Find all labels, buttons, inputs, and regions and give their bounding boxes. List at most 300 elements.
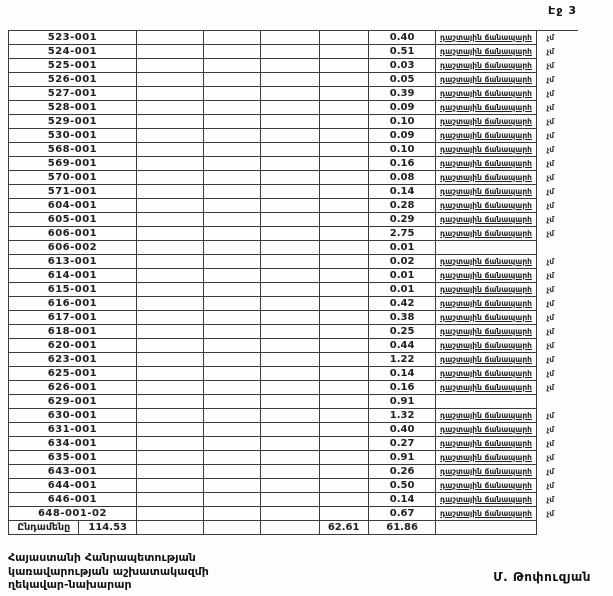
area-value-cell: 0.91 [369,395,437,409]
empty-cell [320,493,369,507]
margin-note: չմ [546,229,555,238]
empty-cell [320,31,369,45]
area-value-cell: 0.01 [369,269,437,283]
table-row [9,143,578,157]
empty-cell [137,381,204,395]
empty-cell [261,297,319,311]
empty-cell [204,171,262,185]
empty-cell [320,227,369,241]
empty-cell [261,241,319,255]
empty-cell [261,157,319,171]
empty-cell [204,367,262,381]
parcel-code-cell: 618-001 [9,325,137,339]
empty-cell [261,311,319,325]
empty-cell [137,241,204,255]
table-row [9,227,578,241]
margin-note: չմ [546,47,555,56]
empty-cell [261,185,319,199]
area-value-cell: 0.14 [369,493,437,507]
empty-cell [137,465,204,479]
empty-cell [204,241,262,255]
empty-cell [261,353,319,367]
empty-cell [204,115,262,129]
empty-cell [137,353,204,367]
margin-note: չմ [546,103,555,112]
empty-cell [261,521,319,535]
parcel-code-cell: 526-001 [9,73,137,87]
empty-cell [261,199,319,213]
empty-cell [320,199,369,213]
parcel-code-cell: 629-001 [9,395,137,409]
empty-cell [320,101,369,115]
empty-cell [261,465,319,479]
empty-cell [261,325,319,339]
empty-cell [261,381,319,395]
empty-cell [137,479,204,493]
empty-cell [204,199,262,213]
empty-cell [204,59,262,73]
footer-line-2: կառավարության աշխատակազմի [8,564,209,578]
empty-cell [137,59,204,73]
empty-cell [320,423,369,437]
margin-note: չմ [546,313,555,322]
area-value-cell: 0.02 [369,255,437,269]
margin-note: չմ [546,271,555,280]
area-value-cell: 0.05 [369,73,437,87]
land-use-cell: դաշտային ճանապարհ [436,353,536,367]
margin-note: չմ [546,509,555,518]
table-total-row [9,521,578,535]
land-use-cell [436,241,536,255]
table-row [9,115,578,129]
table-row [9,255,578,269]
table-row [9,381,578,395]
land-use-cell: դաշտային ճանապարհ [436,73,536,87]
empty-cell [261,339,319,353]
empty-cell [204,479,262,493]
area-value-cell: 0.44 [369,339,437,353]
empty-cell [204,423,262,437]
parcel-code-cell: 635-001 [9,451,137,465]
area-value-cell: 0.39 [369,87,437,101]
area-value-cell: 0.91 [369,451,437,465]
margin-note: չմ [546,453,555,462]
empty-cell [204,31,262,45]
table-row [9,101,578,115]
land-use-cell: դաշտային ճանապարհ [436,101,536,115]
empty-cell [137,185,204,199]
margin-note: չմ [546,327,555,336]
empty-cell [204,381,262,395]
parcel-code-cell: 643-001 [9,465,137,479]
empty-cell [320,45,369,59]
empty-cell [204,213,262,227]
parcel-code-cell: 617-001 [9,311,137,325]
area-value-cell: 0.67 [369,507,437,521]
empty-cell [261,59,319,73]
empty-cell [320,325,369,339]
margin-note: չմ [546,159,555,168]
margin-note: չմ [546,257,555,266]
footer-line-3: ղեկավար-նախարար [8,578,132,591]
empty-cell [436,521,536,535]
land-use-cell: դաշտային ճանապարհ [436,423,536,437]
land-use-cell: դաշտային ճանապարհ [436,87,536,101]
margin-note: չմ [546,341,555,350]
land-use-cell [436,395,536,409]
area-value-cell: 0.14 [369,367,437,381]
area-value-cell: 0.16 [369,381,437,395]
empty-cell [320,409,369,423]
empty-cell [137,115,204,129]
parcel-code-cell: 606-002 [9,241,137,255]
parcel-code-cell: 528-001 [9,101,137,115]
table-row [9,59,578,73]
area-value-cell: 0.40 [369,31,437,45]
land-use-cell: դաշտային ճանապարհ [436,59,536,73]
empty-cell [137,143,204,157]
empty-cell [320,87,369,101]
empty-cell [137,255,204,269]
empty-cell [137,73,204,87]
parcel-code-cell: 626-001 [9,381,137,395]
empty-cell [320,269,369,283]
land-use-cell: դաշտային ճանապարհ [436,31,536,45]
parcel-code-cell: 614-001 [9,269,137,283]
parcel-code-cell: 620-001 [9,339,137,353]
footer-signatory-block [8,551,209,592]
margin-note: չմ [546,75,555,84]
land-use-cell: դաշտային ճանապարհ [436,213,536,227]
empty-cell [320,185,369,199]
parcel-code-cell: 523-001 [9,31,137,45]
empty-cell [320,465,369,479]
parcel-code-cell: 524-001 [9,45,137,59]
table-row [9,129,578,143]
land-use-cell: դաշտային ճանապարհ [436,185,536,199]
empty-cell [320,395,369,409]
empty-cell [261,395,319,409]
table-row [9,339,578,353]
total-area-cell: 114.53 [79,521,136,535]
empty-cell [137,171,204,185]
empty-cell [261,409,319,423]
area-value-cell: 2.75 [369,227,437,241]
land-use-cell: դաշտային ճանապարհ [436,409,536,423]
land-use-cell: դաշտային ճանապարհ [436,479,536,493]
margin-note: չմ [546,355,555,364]
empty-cell [204,521,261,535]
total-label-cell: Ընդամենը [9,521,79,535]
land-use-cell: դաշտային ճանապարհ [436,437,536,451]
area-value-cell: 0.10 [369,143,437,157]
margin-note: չմ [546,131,555,140]
empty-cell [320,115,369,129]
parcel-code-cell: 604-001 [9,199,137,213]
empty-cell [320,297,369,311]
margin-note: չմ [546,285,555,294]
empty-cell [320,353,369,367]
table-row [9,157,578,171]
area-value-cell: 1.22 [369,353,437,367]
empty-cell [261,213,319,227]
parcel-code-cell: 570-001 [9,171,137,185]
margin-note: չմ [546,201,555,210]
empty-cell [261,451,319,465]
page-number: Էջ 3 [548,4,577,17]
table-row [9,367,578,381]
parcel-code-cell: 631-001 [9,423,137,437]
land-use-cell: դաշտային ճանապարհ [436,311,536,325]
empty-cell [320,381,369,395]
empty-cell [320,59,369,73]
empty-cell [137,101,204,115]
empty-cell [320,283,369,297]
area-value-cell: 0.28 [369,199,437,213]
empty-cell [261,73,319,87]
empty-cell [204,227,262,241]
land-use-cell: դաշտային ճանապարհ [436,325,536,339]
empty-cell [137,325,204,339]
empty-cell [261,437,319,451]
empty-cell [320,241,369,255]
area-value-cell: 0.29 [369,213,437,227]
land-use-cell: դաշտային ճանապարհ [436,269,536,283]
empty-cell [320,311,369,325]
empty-cell [204,283,262,297]
margin-note: չմ [546,215,555,224]
land-use-cell: դաշտային ճանապարհ [436,507,536,521]
area-value-cell: 0.10 [369,115,437,129]
margin-note: չմ [546,369,555,378]
empty-cell [137,493,204,507]
empty-cell [261,493,319,507]
margin-note: չմ [546,467,555,476]
empty-cell [320,437,369,451]
table-row [9,465,578,479]
empty-cell [137,269,204,283]
empty-cell [204,45,262,59]
parcel-code-cell: 529-001 [9,115,137,129]
margin-note: չմ [546,173,555,182]
area-value-cell: 0.03 [369,59,437,73]
empty-cell [204,157,262,171]
table-row [9,507,578,521]
table-row [9,199,578,213]
parcel-code-cell: 623-001 [9,353,137,367]
margin-note: չմ [546,145,555,154]
empty-cell [261,479,319,493]
parcel-code-cell: 648-001-02 [9,507,137,521]
empty-cell [137,157,204,171]
empty-cell [137,311,204,325]
margin-note [537,395,578,409]
table-rows [9,31,578,521]
parcel-code-cell: 613-001 [9,255,137,269]
empty-cell [204,353,262,367]
empty-cell [261,423,319,437]
empty-cell [320,213,369,227]
empty-cell [137,129,204,143]
parcel-code-cell: 527-001 [9,87,137,101]
empty-cell [261,87,319,101]
empty-cell [137,507,204,521]
margin-note: չմ [546,495,555,504]
empty-cell [261,45,319,59]
table-row [9,437,578,451]
empty-cell [204,507,262,521]
empty-cell [320,479,369,493]
empty-cell [261,115,319,129]
land-use-cell: դաշտային ճանապարհ [436,297,536,311]
area-value-cell: 0.42 [369,297,437,311]
empty-cell [261,283,319,297]
empty-cell [137,213,204,227]
parcel-code-cell: 606-001 [9,227,137,241]
area-value-cell: 0.09 [369,129,437,143]
empty-cell [137,437,204,451]
total-value-cell: 61.86 [369,521,437,535]
parcel-code-cell: 568-001 [9,143,137,157]
land-use-cell: դաշտային ճանապարհ [436,115,536,129]
empty-cell [137,297,204,311]
land-use-cell: դաշտային ճանապարհ [436,465,536,479]
area-value-cell: 0.09 [369,101,437,115]
empty-cell [261,507,319,521]
table-row [9,283,578,297]
table-row [9,87,578,101]
table-row [9,171,578,185]
margin-note: չմ [546,89,555,98]
empty-cell [261,227,319,241]
area-value-cell: 0.25 [369,325,437,339]
empty-cell [204,101,262,115]
land-use-cell: դաշտային ճանապարհ [436,45,536,59]
empty-cell [204,143,262,157]
area-value-cell: 1.32 [369,409,437,423]
empty-cell [261,269,319,283]
margin-note: չմ [546,439,555,448]
signature-name: Մ. Թոփուզյան [493,570,591,584]
margin-note: չմ [546,187,555,196]
table-row [9,297,578,311]
land-use-cell: դաշտային ճանապարհ [436,129,536,143]
parcel-code-cell: 615-001 [9,283,137,297]
parcel-code-cell: 616-001 [9,297,137,311]
land-use-cell: դաշտային ճանապարհ [436,339,536,353]
margin-note: չմ [546,61,555,70]
empty-cell [320,507,369,521]
area-value-cell: 0.40 [369,423,437,437]
empty-cell [204,255,262,269]
table-row [9,409,578,423]
land-use-cell: դաշտային ճանապարհ [436,381,536,395]
empty-cell [320,451,369,465]
empty-margin [537,521,578,535]
margin-note: չմ [546,383,555,392]
empty-cell [137,409,204,423]
area-value-cell: 0.38 [369,311,437,325]
area-value-cell: 0.01 [369,241,437,255]
empty-cell [261,31,319,45]
table-row [9,241,578,255]
empty-cell [137,423,204,437]
empty-cell [137,87,204,101]
empty-cell [137,199,204,213]
land-use-cell: դաշտային ճանապարհ [436,199,536,213]
empty-cell [204,493,262,507]
empty-cell [261,129,319,143]
empty-cell [320,171,369,185]
land-use-cell: դաշտային ճանապարհ [436,143,536,157]
footer-line-1: Հայաստանի Հանրապետության [8,551,196,564]
table-row [9,353,578,367]
area-value-cell: 0.01 [369,283,437,297]
empty-cell [320,367,369,381]
empty-cell [204,395,262,409]
empty-cell [261,143,319,157]
empty-cell [204,339,262,353]
parcel-code-cell: 646-001 [9,493,137,507]
land-use-cell: դաշտային ճանապարհ [436,171,536,185]
table-row [9,423,578,437]
empty-cell [137,395,204,409]
parcel-code-cell: 625-001 [9,367,137,381]
table-row [9,311,578,325]
parcel-code-cell: 644-001 [9,479,137,493]
land-parcel-table [8,30,578,535]
empty-cell [204,409,262,423]
empty-cell [261,367,319,381]
land-use-cell: դաշտային ճանապարհ [436,367,536,381]
empty-cell [204,129,262,143]
empty-cell [137,227,204,241]
land-use-cell: դաշտային ճանապարհ [436,157,536,171]
table-row [9,213,578,227]
parcel-code-cell: 569-001 [9,157,137,171]
empty-cell [204,437,262,451]
margin-note: չմ [546,411,555,420]
margin-note: չմ [546,33,555,42]
empty-cell [204,87,262,101]
empty-cell [137,367,204,381]
empty-cell [137,339,204,353]
empty-cell [261,101,319,115]
empty-cell [320,73,369,87]
empty-cell [204,73,262,87]
parcel-code-cell: 525-001 [9,59,137,73]
empty-cell [261,255,319,269]
land-use-cell: դաշտային ճանապարհ [436,227,536,241]
empty-cell [137,31,204,45]
empty-cell [204,185,262,199]
parcel-code-cell: 530-001 [9,129,137,143]
table-row [9,479,578,493]
empty-cell [320,339,369,353]
empty-cell [137,45,204,59]
parcel-code-cell: 634-001 [9,437,137,451]
area-value-cell: 0.50 [369,479,437,493]
table-row [9,31,578,45]
area-value-cell: 0.27 [369,437,437,451]
empty-cell [204,269,262,283]
margin-note: չմ [546,425,555,434]
empty-cell [137,521,204,535]
empty-cell [137,451,204,465]
empty-cell [204,451,262,465]
table-row [9,269,578,283]
table-row [9,45,578,59]
